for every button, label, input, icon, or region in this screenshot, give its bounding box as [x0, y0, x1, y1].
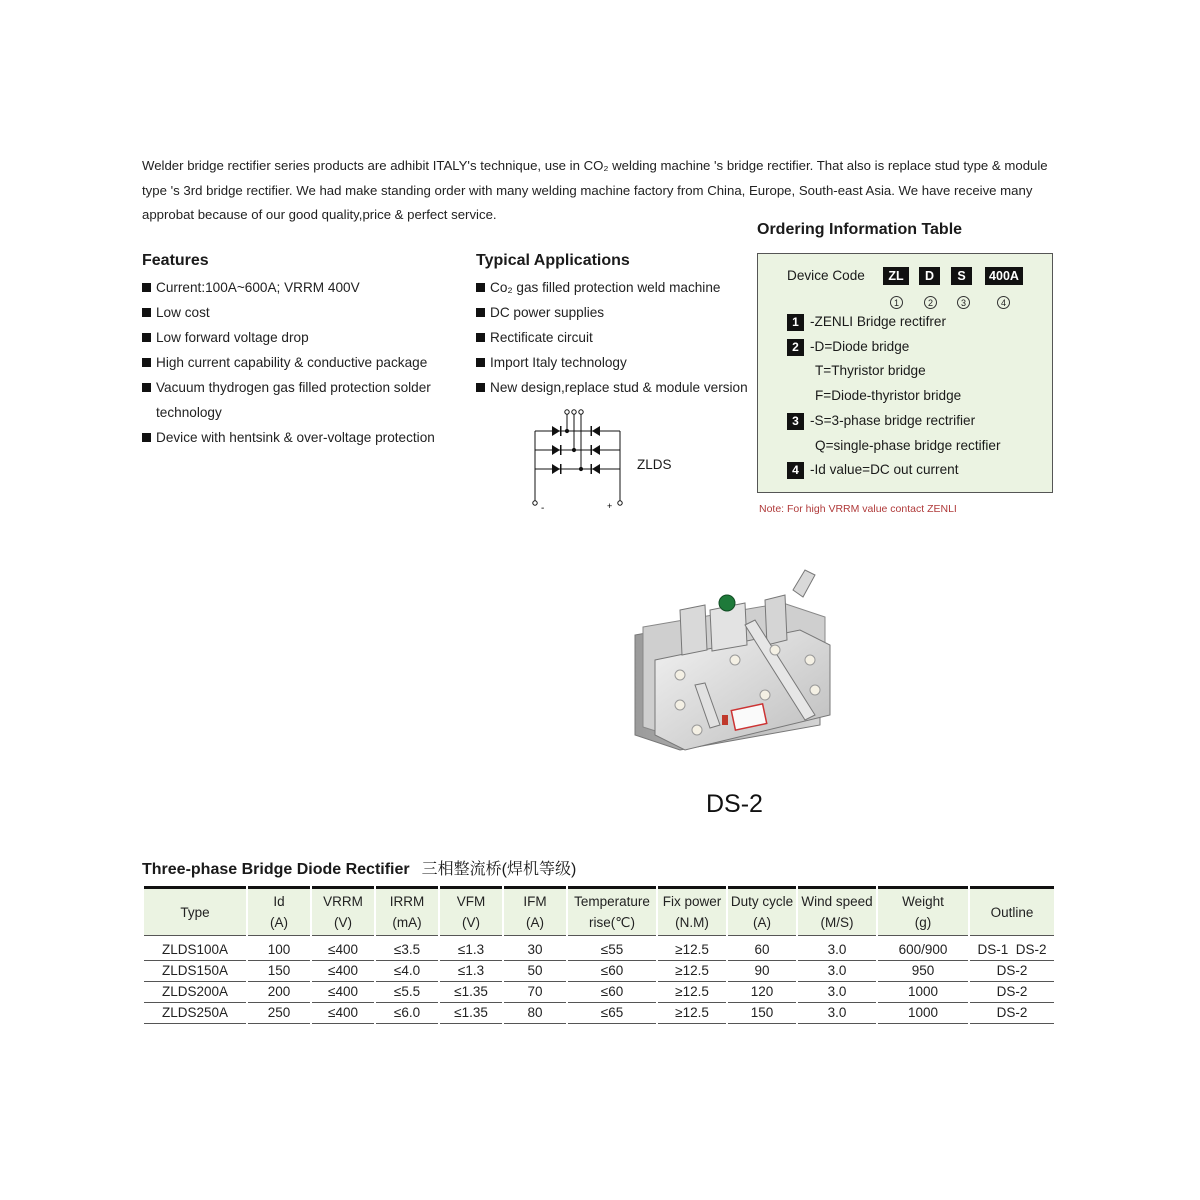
- feature-item: Low forward voltage drop: [142, 325, 442, 350]
- header-unit: (V): [334, 915, 352, 930]
- table-row: [144, 982, 1054, 1003]
- entry-number: 3: [787, 413, 804, 430]
- application-item: New design,replace stud & module version: [476, 375, 751, 400]
- header-fix-power: [658, 886, 726, 936]
- entry-number: 1: [787, 314, 804, 331]
- cell: 3.0: [798, 936, 876, 961]
- cell: ≤55: [568, 936, 656, 961]
- ordering-note: Note: For high VRRM value contact ZENLI: [759, 503, 957, 515]
- cell: DS-2: [970, 1003, 1054, 1024]
- code-segment-d: D: [919, 267, 940, 285]
- cell: ≤5.5: [376, 982, 438, 1003]
- application-item: Import Italy technology: [476, 350, 751, 375]
- header-duty-cycle: [728, 886, 796, 936]
- entry-number: 2: [787, 339, 804, 356]
- code-number-4: 4: [997, 296, 1010, 309]
- ordering-entry: [787, 412, 975, 430]
- code-segment-400a: 400A: [985, 267, 1023, 285]
- applications-list: [476, 275, 751, 400]
- cell: ≥12.5: [658, 961, 726, 982]
- header-unit: (A): [526, 915, 544, 930]
- header-id: [248, 886, 310, 936]
- cell: 3.0: [798, 1003, 876, 1024]
- header-unit: rise(℃): [589, 915, 635, 930]
- cell: 90: [728, 961, 796, 982]
- header-text: Duty cycle: [730, 894, 794, 909]
- cell: 80: [504, 1003, 566, 1024]
- header-unit: (A): [753, 915, 771, 930]
- entry-number: 4: [787, 462, 804, 479]
- feature-item: Low cost: [142, 300, 442, 325]
- ordering-entry-sub: T=Thyristor bridge: [815, 363, 926, 378]
- code-number-3: 3: [957, 296, 970, 309]
- header-vfm: [440, 886, 502, 936]
- header-unit: (N.M): [675, 915, 709, 930]
- header-text: Type: [180, 904, 210, 920]
- header-ifm: [504, 886, 566, 936]
- header-type: [144, 886, 246, 936]
- cell: 70: [504, 982, 566, 1003]
- cell: ≤65: [568, 1003, 656, 1024]
- header-unit: (V): [462, 915, 480, 930]
- cell: 600/900: [878, 936, 968, 961]
- code-number-1: 1: [890, 296, 903, 309]
- features-list: [142, 275, 442, 450]
- cell: ≤1.35: [440, 982, 502, 1003]
- header-text: Fix power: [662, 894, 722, 909]
- cell: DS-2: [970, 961, 1054, 982]
- intro-paragraph: [142, 154, 1058, 228]
- feature-item: Device with hentsink & over-voltage protection: [142, 425, 442, 450]
- entry-text: -Id value=DC out current: [810, 462, 959, 477]
- header-temperature: [568, 886, 656, 936]
- ordering-info-box: [757, 253, 1053, 493]
- header-vrrm: [312, 886, 374, 936]
- table-row: [144, 936, 1054, 961]
- application-item: Rectificate circuit: [476, 325, 751, 350]
- ordering-entry: [787, 338, 909, 356]
- code-segment-zl: ZL: [883, 267, 909, 285]
- header-unit: (g): [914, 915, 932, 930]
- cell: 1000: [878, 982, 968, 1003]
- entry-text: -S=3-phase bridge rectrifier: [810, 413, 976, 428]
- ordering-entry-sub: F=Diode-thyristor bridge: [815, 388, 962, 403]
- cell: ZLDS200A: [144, 982, 246, 1003]
- cell: DS-1 DS-2: [970, 936, 1054, 961]
- cell: 250: [248, 1003, 310, 1024]
- spec-table: [142, 886, 1056, 1024]
- cell: ≥12.5: [658, 982, 726, 1003]
- table-title-cn: 三相整流桥(焊机等级): [421, 861, 577, 878]
- feature-item: Vacuum thydrogen gas filled protection solder technology: [142, 375, 442, 425]
- cell: ≥12.5: [658, 936, 726, 961]
- header-irrm: [376, 886, 438, 936]
- applications-heading: Typical Applications: [476, 252, 630, 269]
- table-title-en: Three-phase Bridge Diode Rectifier: [142, 861, 410, 878]
- bridge-circuit-diagram: [520, 405, 635, 513]
- header-text: Temperature: [574, 894, 650, 909]
- ordering-entry: [787, 313, 946, 331]
- ordering-entry-sub: Q=single-phase bridge rectifier: [815, 438, 1001, 453]
- plus-terminal-label: +: [607, 501, 613, 511]
- entry-text: -D=Diode bridge: [810, 339, 910, 354]
- header-weight: [878, 886, 968, 936]
- header-text: Id: [273, 894, 285, 909]
- table-row: [144, 961, 1054, 982]
- product-photo-ds2: [625, 565, 845, 765]
- cell: ≤400: [312, 1003, 374, 1024]
- cell: ≤3.5: [376, 936, 438, 961]
- minus-terminal-label: -: [541, 503, 545, 513]
- header-outline: [970, 886, 1054, 936]
- cell: ≤400: [312, 936, 374, 961]
- code-segment-s: S: [951, 267, 972, 285]
- intro-line-2: type 's 3rd bridge rectifier. We had make standing order with many welding machine factory from China, Europe, South-east Asia. We have receive many: [142, 182, 1033, 198]
- header-text: Outline: [990, 904, 1034, 920]
- cell: ≤60: [568, 982, 656, 1003]
- code-number-2: 2: [924, 296, 937, 309]
- cell: ≤6.0: [376, 1003, 438, 1024]
- features-heading: Features: [142, 252, 209, 269]
- application-item: DC power supplies: [476, 300, 751, 325]
- header-unit: (mA): [392, 915, 422, 930]
- cell: ≤4.0: [376, 961, 438, 982]
- intro-line-3: approbat because of our good quality,price & perfect service.: [142, 207, 497, 222]
- cell: 3.0: [798, 982, 876, 1003]
- feature-item: High current capability & conductive package: [142, 350, 442, 375]
- ordering-entry: [787, 461, 958, 479]
- cell: ZLDS150A: [144, 961, 246, 982]
- cell: 100: [248, 936, 310, 961]
- cell: 120: [728, 982, 796, 1003]
- cell: 150: [248, 961, 310, 982]
- cell: ZLDS100A: [144, 936, 246, 961]
- header-text: IFM: [523, 894, 547, 909]
- header-text: VFM: [456, 894, 486, 909]
- application-item: Co₂ gas filled protection weld machine: [476, 275, 751, 300]
- cell: 1000: [878, 1003, 968, 1024]
- entry-text: -ZENLI Bridge rectifrer: [810, 314, 946, 329]
- cell: 150: [728, 1003, 796, 1024]
- header-text: Wind speed: [801, 894, 873, 909]
- cell: 200: [248, 982, 310, 1003]
- circuit-label: ZLDS: [637, 457, 672, 472]
- header-text: Weight: [902, 894, 944, 909]
- header-text: IRRM: [389, 894, 425, 909]
- cell: 60: [728, 936, 796, 961]
- header-unit: (M/S): [820, 915, 854, 930]
- table-header-row: [144, 886, 1054, 936]
- cell: ≥12.5: [658, 1003, 726, 1024]
- table-row: [144, 1003, 1054, 1024]
- product-caption: DS-2: [706, 790, 763, 818]
- cell: 30: [504, 936, 566, 961]
- cell: 950: [878, 961, 968, 982]
- cell: 50: [504, 961, 566, 982]
- device-code-label: Device Code: [787, 268, 865, 283]
- cell: ≤1.35: [440, 1003, 502, 1024]
- cell: ≤60: [568, 961, 656, 982]
- cell: ≤1.3: [440, 961, 502, 982]
- intro-line-1: Welder bridge rectifier series products are adhibit ITALY's technique, use in CO₂ welding machine 's bridge rectifier. That also is replace stud type & module: [142, 158, 1048, 173]
- cell: ≤400: [312, 982, 374, 1003]
- header-wind-speed: [798, 886, 876, 936]
- cell: 3.0: [798, 961, 876, 982]
- cell: DS-2: [970, 982, 1054, 1003]
- cell: ≤1.3: [440, 936, 502, 961]
- cell: ≤400: [312, 961, 374, 982]
- feature-item: Current:100A~600A; VRRM 400V: [142, 275, 442, 300]
- ordering-heading: Ordering Information Table: [757, 221, 963, 238]
- header-unit: (A): [270, 915, 288, 930]
- table-title: [142, 856, 576, 879]
- cell: ZLDS250A: [144, 1003, 246, 1024]
- header-text: VRRM: [323, 894, 363, 909]
